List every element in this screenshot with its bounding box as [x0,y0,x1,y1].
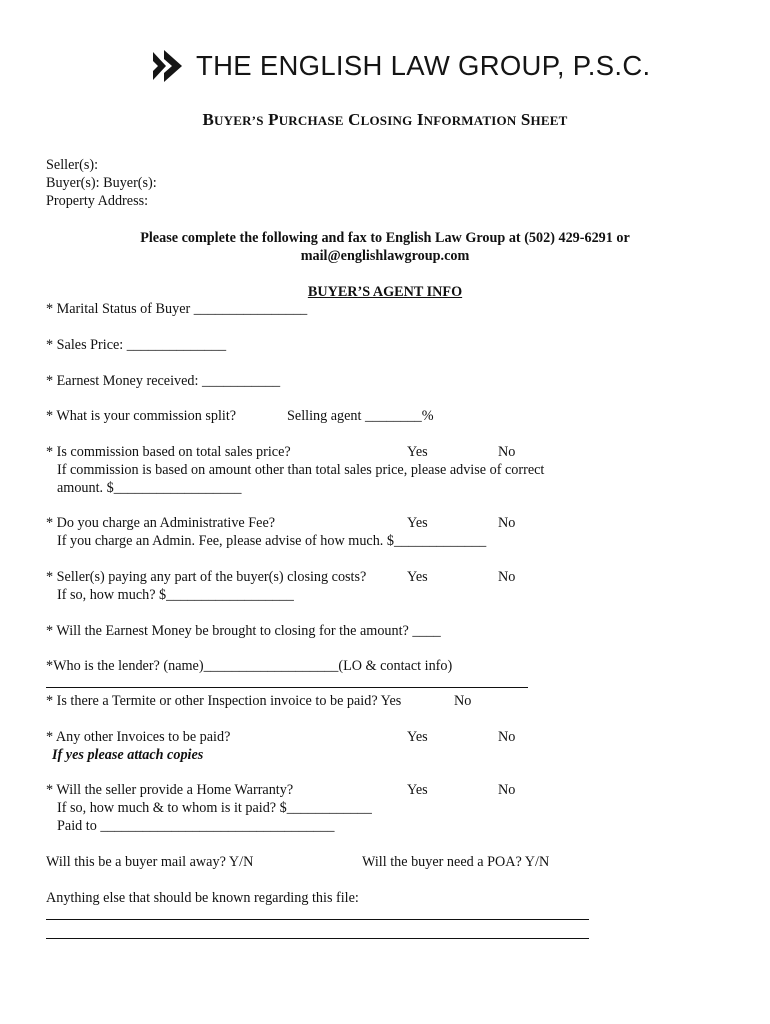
seller-paying-question: * Seller(s) paying any part of the buyer(s) closing costs? [46,569,367,585]
lender-blank-line [46,687,528,688]
admin-fee-question: * Do you charge an Administrative Fee? [46,515,276,531]
page-title: BUYER’S PURCHASE CLOSING INFORMATION SHEET [202,110,568,129]
invoices-yes: Yes [407,729,428,745]
lender-question: *Who is the lender? (name)___________________(LO & contact info) [46,658,453,674]
termite-no: No [454,693,472,709]
seller-paying-no: No [498,569,516,585]
commission-total-question: * Is commission based on total sales price? [46,444,291,460]
earnest-closing-question: * Will the Earnest Money be brought to closing for the amount? ____ [46,623,441,639]
property-address-label: Property Address: [46,193,149,209]
warranty-yes: Yes [407,782,428,798]
mail-away-question: Will this be a buyer mail away? Y/N [46,854,254,870]
firm-logo [152,44,650,88]
warranty-no: No [498,782,516,798]
admin-fee-note: If you charge an Admin. Fee, please advise of how much. $_____________ [57,533,487,549]
warranty-paid-to-field: Paid to _________________________________ [57,818,335,834]
sales-price-question: * Sales Price: ______________ [46,337,227,353]
section-heading: BUYER’S AGENT INFO [307,284,463,300]
buyers-label: Buyer(s): Buyer(s): [46,175,157,191]
marital-status-question: * Marital Status of Buyer ________________ [46,301,308,317]
poa-question: Will the buyer need a POA? Y/N [362,854,550,870]
commission-total-yes: Yes [407,444,428,460]
earnest-money-question: * Earnest Money received: ___________ [46,373,281,389]
seller-paying-note: If so, how much? $__________________ [57,587,294,603]
commission-total-no: No [498,444,516,460]
termite-question: * Is there a Termite or other Inspection invoice to be paid? Yes [46,693,402,709]
sellers-label: Seller(s): [46,157,99,173]
commission-amount-field: amount. $__________________ [57,480,242,496]
seller-paying-yes: Yes [407,569,428,585]
additional-info-line-1 [46,919,589,920]
selling-agent-field: Selling agent ________% [287,408,434,424]
instructions-email: mail@englishlawgroup.com [300,248,470,264]
warranty-question: * Will the seller provide a Home Warranty? [46,782,294,798]
double-chevron-icon [152,49,186,83]
commission-split-question: * What is your commission split? [46,408,237,424]
invoices-question: * Any other Invoices to be paid? [46,729,231,745]
firm-name: THE ENGLISH LAW GROUP, P.S.C. [196,50,651,81]
additional-info-label: Anything else that should be known regarding this file: [46,890,359,906]
admin-fee-yes: Yes [407,515,428,531]
instructions-line-1: Please complete the following and fax to English Law Group at (502) 429-6291 or [140,230,630,246]
invoices-note: If yes please attach copies [52,747,204,763]
invoices-no: No [498,729,516,745]
admin-fee-no: No [498,515,516,531]
additional-info-line-2 [46,938,589,939]
warranty-cost-field: If so, how much & to whom is it paid? $____________ [57,800,372,816]
commission-total-note: If commission is based on amount other than total sales price, please advise of correct [57,462,545,478]
